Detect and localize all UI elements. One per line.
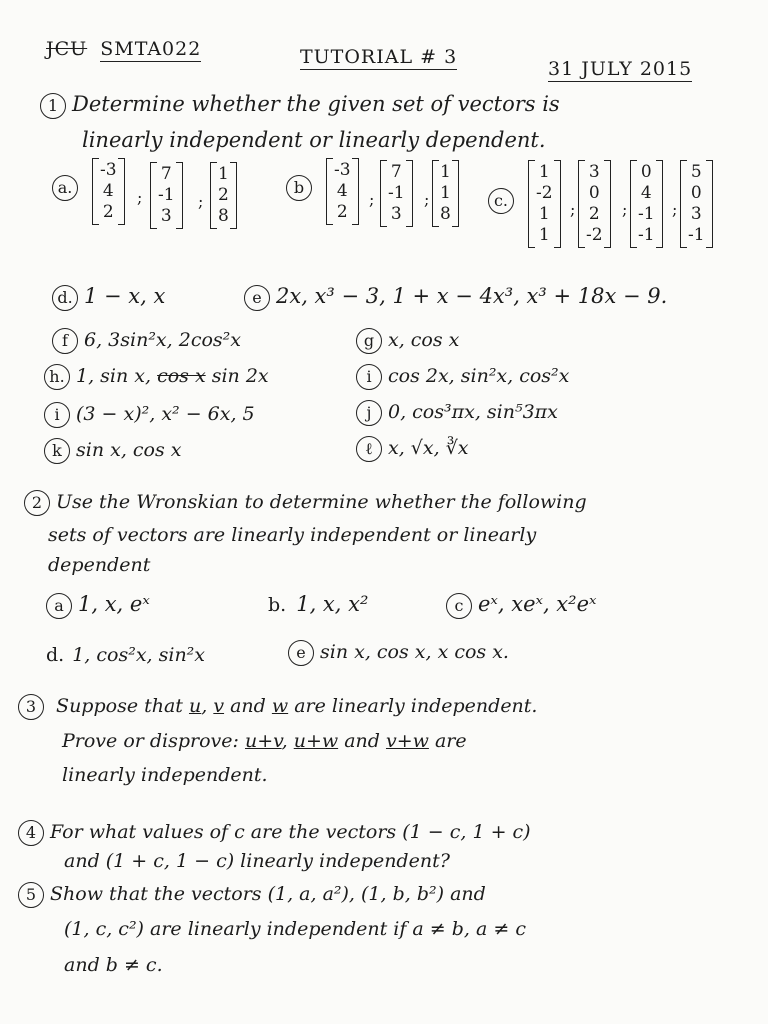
q2e: e sin x, cos x, x cos x. (288, 640, 509, 666)
q1b-sep-1: ; (369, 190, 375, 209)
q3-line2: Prove or disprove: u+v, u+w and v+w are (62, 730, 467, 752)
q5-line1: 5 Show that the vectors (1, a, a²), (1, b, b²) and (18, 882, 486, 908)
q1h-struck: cos x (157, 365, 206, 387)
q4-line1: 4 For what values of c are the vectors (1 − c, 1 + c) (18, 820, 531, 846)
q1j: j 0, cos³πx, sin⁵3πx (356, 400, 558, 426)
q1b-sep-2: ; (424, 190, 430, 209)
q2-line1: 2 Use the Wronskian to determine whether the following (24, 490, 587, 516)
q2d: d. 1, cos²x, sin²x (46, 644, 206, 666)
course-code (46, 38, 201, 60)
q1h: h. 1, sin x, cos x sin 2x (44, 364, 269, 390)
q5-line2: (1, c, c²) are linearly independent if a ≠ b, a ≠ c (64, 918, 526, 940)
q1c-vector-1: 1 -2 1 1 (528, 160, 561, 248)
q1-number: 1 (40, 93, 66, 119)
q1d: d. 1 − x, x (52, 284, 165, 311)
q2b: b. 1, x, x² (268, 592, 369, 616)
q1k: k sin x, cos x (44, 438, 181, 464)
q1-text1: Determine whether the given set of vectors is (72, 92, 560, 116)
q1a-vector-3: 1 2 8 (210, 162, 237, 229)
q1c-sep-1: ; (570, 200, 576, 219)
q4-line2: and (1 + c, 1 − c) linearly independent? (64, 850, 450, 872)
date: 31 JULY 2015 (548, 58, 693, 80)
q1c-sep-2: ; (622, 200, 628, 219)
q2-line2: sets of vectors are linearly independent or linearly (48, 524, 537, 546)
struck-code: JCU (46, 38, 88, 60)
page-title: TUTORIAL # 3 (300, 46, 458, 68)
q5-line3: and b ≠ c. (64, 954, 163, 976)
q1a-vector-2: 7 -1 3 (150, 162, 183, 229)
q2a: a 1, x, eˣ (46, 592, 150, 619)
q1b-vector-3: 1 1 8 (432, 160, 459, 227)
q3-line3: linearly independent. (62, 764, 268, 786)
q1a-sep-2: ; (198, 192, 204, 211)
q1f: f 6, 3sin²x, 2cos²x (52, 328, 241, 354)
q1b-label: b (286, 175, 318, 201)
q1-text2: linearly independent or linearly dependent. (82, 128, 546, 152)
q2-number: 2 (24, 490, 50, 516)
q1l: ℓ x, √x, ∛x (356, 436, 469, 462)
q1a-vector-1: -3 4 2 (92, 158, 125, 225)
q1i: i cos 2x, sin²x, cos²x (356, 364, 569, 390)
q1c-sep-3: ; (672, 200, 678, 219)
q1-line1 (40, 92, 560, 119)
q1i-second: i (3 − x)², x² − 6x, 5 (44, 402, 255, 428)
q1c-vector-3: 0 4 -1 -1 (630, 160, 663, 248)
q3-number: 3 (18, 694, 44, 720)
q1a-label: a. (52, 175, 84, 201)
q2-line3: dependent (48, 554, 151, 576)
q1c-vector-2: 3 0 2 -2 (578, 160, 611, 248)
q1b-vector-1: -3 4 2 (326, 158, 359, 225)
q4-number: 4 (18, 820, 44, 846)
q1c-vector-4: 5 0 3 -1 (680, 160, 713, 248)
q1b-vector-2: 7 -1 3 (380, 160, 413, 227)
q1e: e 2x, x³ − 3, 1 + x − 4x³, x³ + 18x − 9. (244, 284, 667, 311)
q2c: c eˣ, xeˣ, x²eˣ (446, 592, 596, 619)
q1c-label: c. (488, 188, 520, 214)
q3-line1: 3 Suppose that u, v and w are linearly independent. (18, 694, 537, 720)
q5-number: 5 (18, 882, 44, 908)
q1a-sep-1: ; (137, 188, 143, 207)
q1g: g x, cos x (356, 328, 459, 354)
course-code-text: SMTA022 (100, 38, 202, 60)
